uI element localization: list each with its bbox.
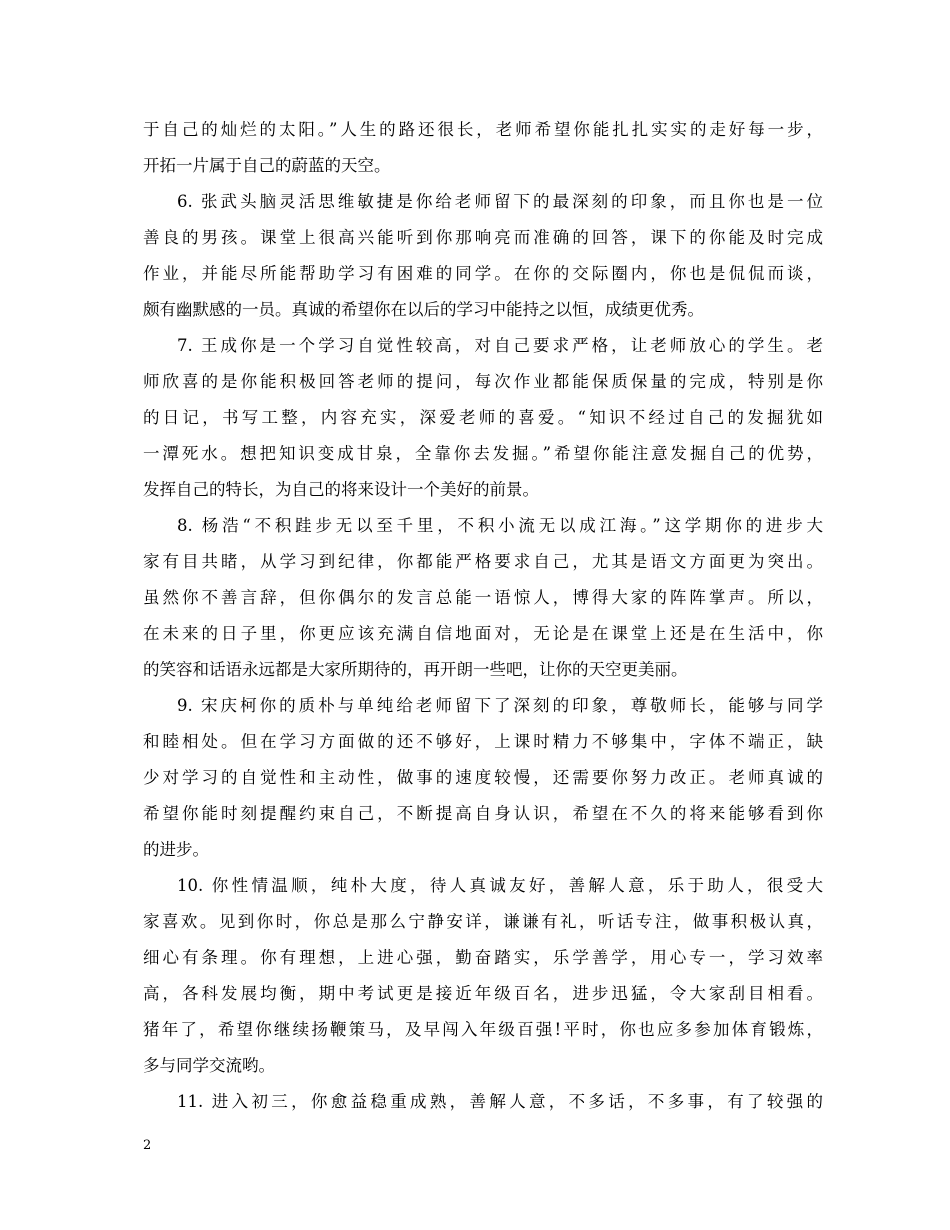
paragraph-first-line: 6. 张武头脑灵活思维敏捷是你给老师留下的最深刻的印象，而且你也是一位 — [177, 192, 823, 211]
text-line: 家有目共睹，从学习到纪律，你都能严格要求自己，尤其是语文方面更为突出。 — [143, 552, 823, 571]
text-line: 多与同学交流哟。 — [143, 1056, 275, 1075]
text-line: 发挥自己的特长，为自己的将来设计一个美好的前景。 — [143, 480, 539, 499]
text-line: 高，各科发展均衡，期中考试更是接近年级百名，进步迅猛，令大家刮目相看。 — [143, 984, 823, 1003]
text-line: 少对学习的自觉性和主动性，做事的速度较慢，还需要你努力改正。老师真诚的 — [143, 768, 823, 787]
text-line: 于自己的灿烂的太阳。”人生的路还很长，老师希望你能扎扎实实的走好每一步， — [143, 120, 823, 139]
document-body — [143, 112, 823, 1120]
text-line: 希望你能时刻提醒约束自己，不断提高自身认识，希望在不久的将来能够看到你 — [143, 804, 823, 823]
text-line: 作业，并能尽所能帮助学习有困难的同学。在你的交际圈内，你也是侃侃而谈， — [143, 264, 823, 283]
text-line: 善良的男孩。课堂上很高兴能听到你那响亮而准确的回答，课下的你能及时完成 — [143, 228, 823, 247]
text-line: 师欣喜的是你能积极回答老师的提问，每次作业都能保质保量的完成，特别是你 — [143, 372, 823, 391]
text-line: 家喜欢。见到你时，你总是那么宁静安详，谦谦有礼，听话专注，做事积极认真， — [143, 912, 823, 931]
text-line: 的进步。 — [143, 840, 209, 859]
text-line: 在未来的日子里，你更应该充满自信地面对，无论是在课堂上还是在生活中，你 — [143, 624, 823, 643]
text-line: 开拓一片属于自己的蔚蓝的天空。 — [143, 156, 391, 175]
text-line: 虽然你不善言辞，但你偶尔的发言总能一语惊人，博得大家的阵阵掌声。所以， — [143, 588, 823, 607]
text-line: 细心有条理。你有理想，上进心强，勤奋踏实，乐学善学，用心专一，学习效率 — [143, 948, 823, 967]
page-number: 2 — [143, 1138, 152, 1153]
text-line: 的笑容和话语永远都是大家所期待的，再开朗一些吧，让你的天空更美丽。 — [143, 660, 688, 679]
text-line: 颇有幽默感的一员。真诚的希望你在以后的学习中能持之以恒，成绩更优秀。 — [143, 300, 704, 319]
paragraph-first-line: 11. 进入初三，你愈益稳重成熟，善解人意，不多话，不多事，有了较强的 — [177, 1092, 823, 1111]
text-line: 的日记，书写工整，内容充实，深爱老师的喜爱。“知识不经过自己的发掘犹如 — [143, 408, 823, 427]
paragraph-first-line: 8. 杨浩“不积跬步无以至千里，不积小流无以成江海。”这学期你的进步大 — [177, 516, 823, 535]
text-line: 一潭死水。想把知识变成甘泉，全靠你去发掘。”希望你能注意发掘自己的优势， — [143, 444, 823, 463]
paragraph-first-line: 10. 你性情温顺，纯朴大度，待人真诚友好，善解人意，乐于助人，很受大 — [177, 876, 823, 895]
text-line: 猪年了，希望你继续扬鞭策马，及早闯入年级百强!平时，你也应多参加体育锻炼， — [143, 1020, 823, 1039]
paragraph-first-line: 9. 宋庆柯你的质朴与单纯给老师留下了深刻的印象，尊敬师长，能够与同学 — [177, 696, 823, 715]
paragraph-first-line: 7. 王成你是一个学习自觉性较高，对自己要求严格，让老师放心的学生。老 — [177, 336, 823, 355]
text-line: 和睦相处。但在学习方面做的还不够好，上课时精力不够集中，字体不端正，缺 — [143, 732, 823, 751]
